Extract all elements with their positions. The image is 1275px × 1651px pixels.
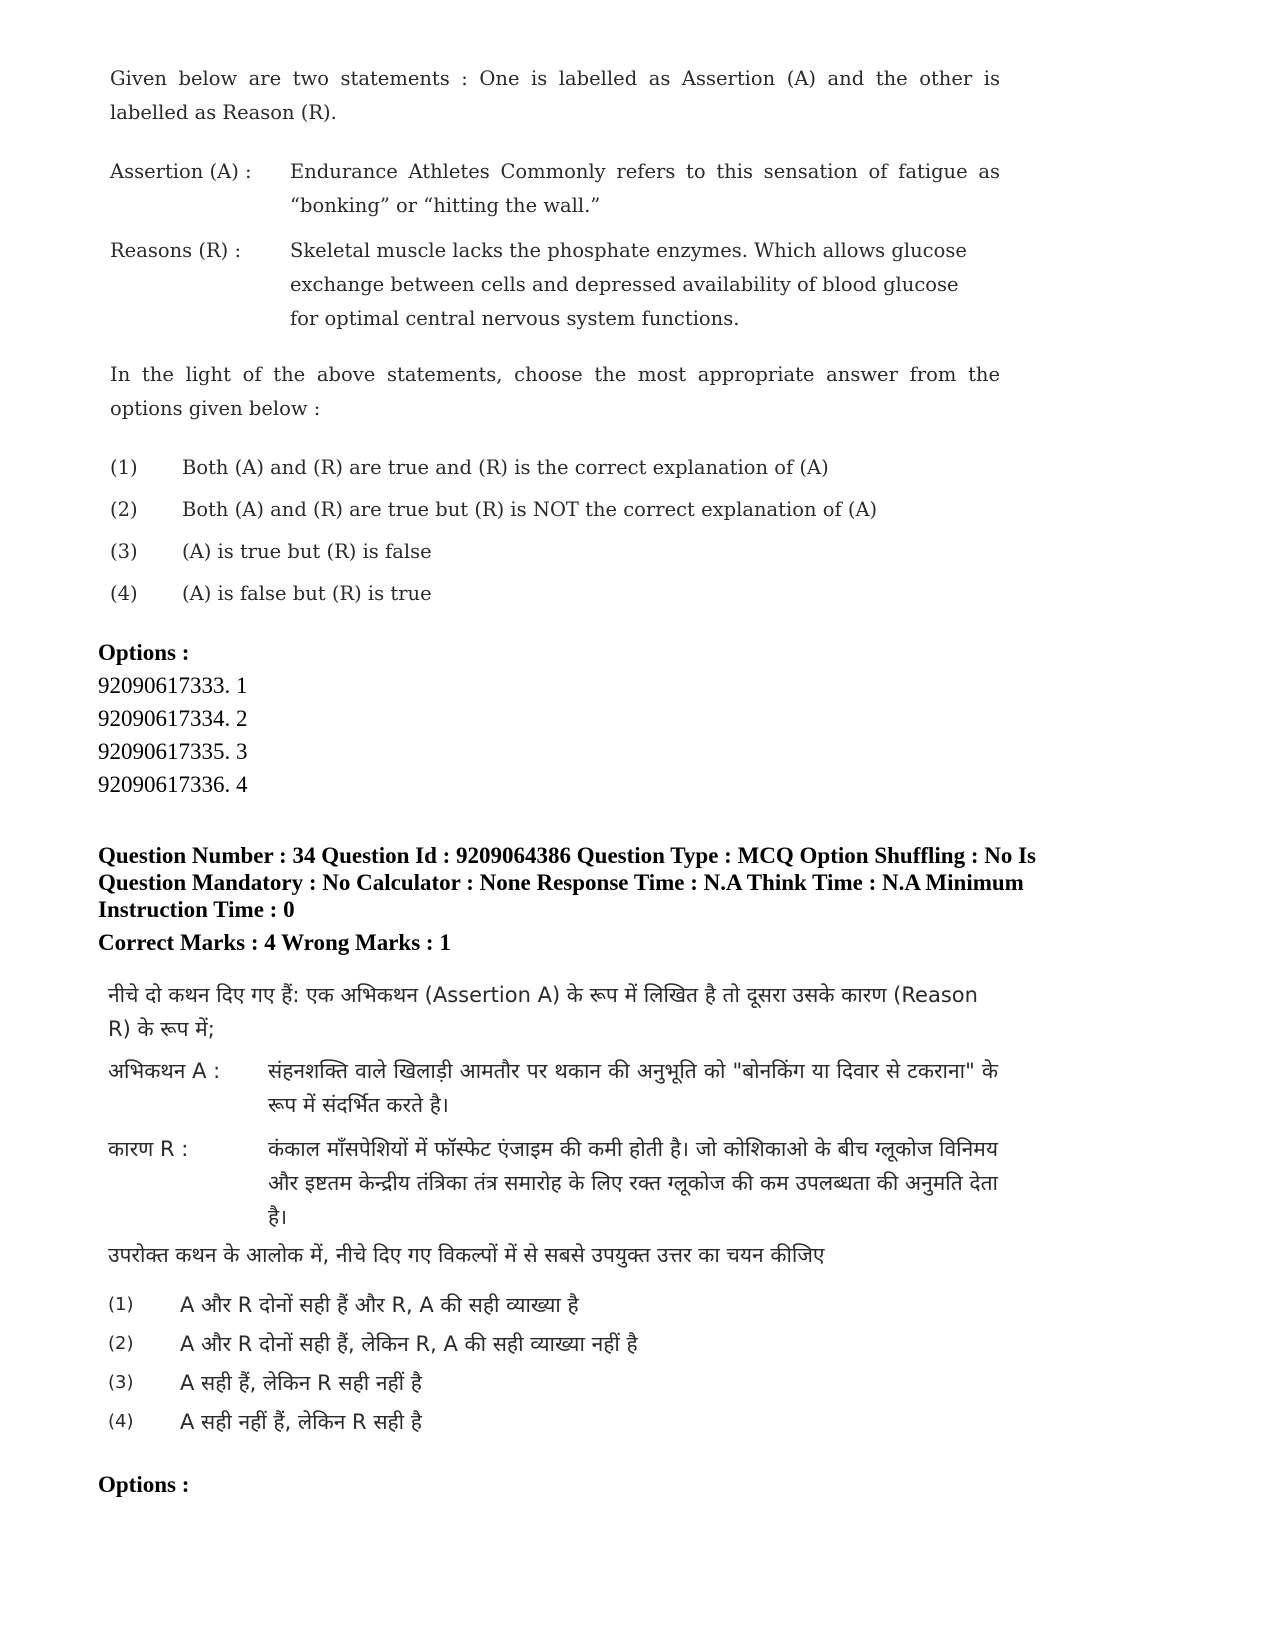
choice-text: A सही नहीं हैं, लेकिन R सही है [180,1410,422,1434]
option-item: 92090617335. 3 [98,739,248,764]
question-meta-line: Instruction Time : 0 [98,897,295,922]
choice-3 [110,535,1050,569]
question-intro: Given below are two statements : One is labelled as Assertion (A) and the other is labelled as Reason (R). [110,67,1000,124]
choice-text: Both (A) and (R) are true and (R) is the correct explanation of (A) [182,456,829,479]
choice-number: (1) [110,456,138,479]
choice-2 [110,493,1050,527]
question-meta-line: Question Mandatory : No Calculator : None Response Time : N.A Think Time : N.A Minimum [98,870,1024,895]
choice-text: A सही हैं, लेकिन R सही नहीं है [180,1371,422,1395]
choice-2-hindi [108,1327,1048,1361]
options-heading-2: Options : [98,1472,190,1497]
option-item: 92090617336. 4 [98,772,248,797]
options-list [98,669,248,801]
marks-line: Correct Marks : 4 Wrong Marks : 1 [98,930,451,955]
assertion-label-hindi: अभिकथन A : [108,1059,221,1083]
question-intro-hindi: नीचे दो कथन दिए गए हैं: एक अभिकथन (Assertion A) के रूप में लिखित है तो दूसरा उसके कारण (Reason R) के रूप में; [108,983,978,1041]
reason-text: Skeletal muscle lacks the phosphate enzymes. Which allows glucose exchange between cells and depressed availability of blood glucose for optimal central nervous system functions. [290,239,967,330]
assertion-label: Assertion (A) : [110,160,252,183]
choice-text: (A) is false but (R) is true [182,582,432,605]
choice-number: (3) [108,1372,134,1393]
options-block [98,636,248,801]
reason-label-hindi: कारण R : [108,1137,189,1161]
choice-number: (4) [110,582,138,605]
choice-1 [110,451,1050,485]
question-meta-line: Question Number : 34 Question Id : 9209064386 Question Type : MCQ Option Shuffling : No Is [98,843,1037,868]
choice-number: (1) [108,1294,134,1315]
question-prompt: In the light of the above statements, choose the most appropriate answer from the options given below : [110,363,1000,420]
assertion-text: Endurance Athletes Commonly refers to this sensation of fatigue as “bonking” or “hitting the wall.” [290,160,1000,217]
reason-label: Reasons (R) : [110,239,242,262]
option-item: 92090617334. 2 [98,706,248,731]
choice-1-hindi [108,1288,1048,1322]
choice-text: (A) is true but (R) is false [182,540,432,563]
choice-number: (2) [110,498,138,521]
assertion-text-hindi: संहनशक्ति वाले खिलाड़ी आमतौर पर थकान की अनुभूति को "बोनकिंग या दिवार से टकराना" के रूप में संदर्भित करते है। [268,1059,998,1117]
options-heading: Options : [98,640,190,665]
choice-text: Both (A) and (R) are true but (R) is NOT the correct explanation of (A) [182,498,878,521]
reason-text-hindi: कंकाल माँसपेशियों में फॉस्फेट एंजाइम की कमी होती है। जो कोशिकाओ के बीच ग्लूकोज विनिमय और इष्टतम केन्द्रीय तंत्रिका तंत्र समारोह के लिए रक्त ग्लूकोज की कम उपलब्धता की अनुमति देता है। [268,1137,998,1229]
choice-3-hindi [108,1366,1048,1400]
choice-4-hindi [108,1405,1048,1439]
choice-number: (4) [108,1411,134,1432]
choice-4 [110,577,1050,611]
choice-number: (3) [110,540,138,563]
choice-text: A और R दोनों सही हैं और R, A की सही व्याख्या है [180,1293,579,1317]
choice-text: A और R दोनों सही हैं, लेकिन R, A की सही व्याख्या नहीं है [180,1332,638,1356]
choice-number: (2) [108,1333,134,1354]
question-meta [98,842,1036,956]
option-item: 92090617333. 1 [98,673,248,698]
question-prompt-hindi: उपरोक्त कथन के आलोक में, नीचे दिए गए विकल्पों में से सबसे उपयुक्त उत्तर का चयन कीजिए [108,1243,825,1267]
